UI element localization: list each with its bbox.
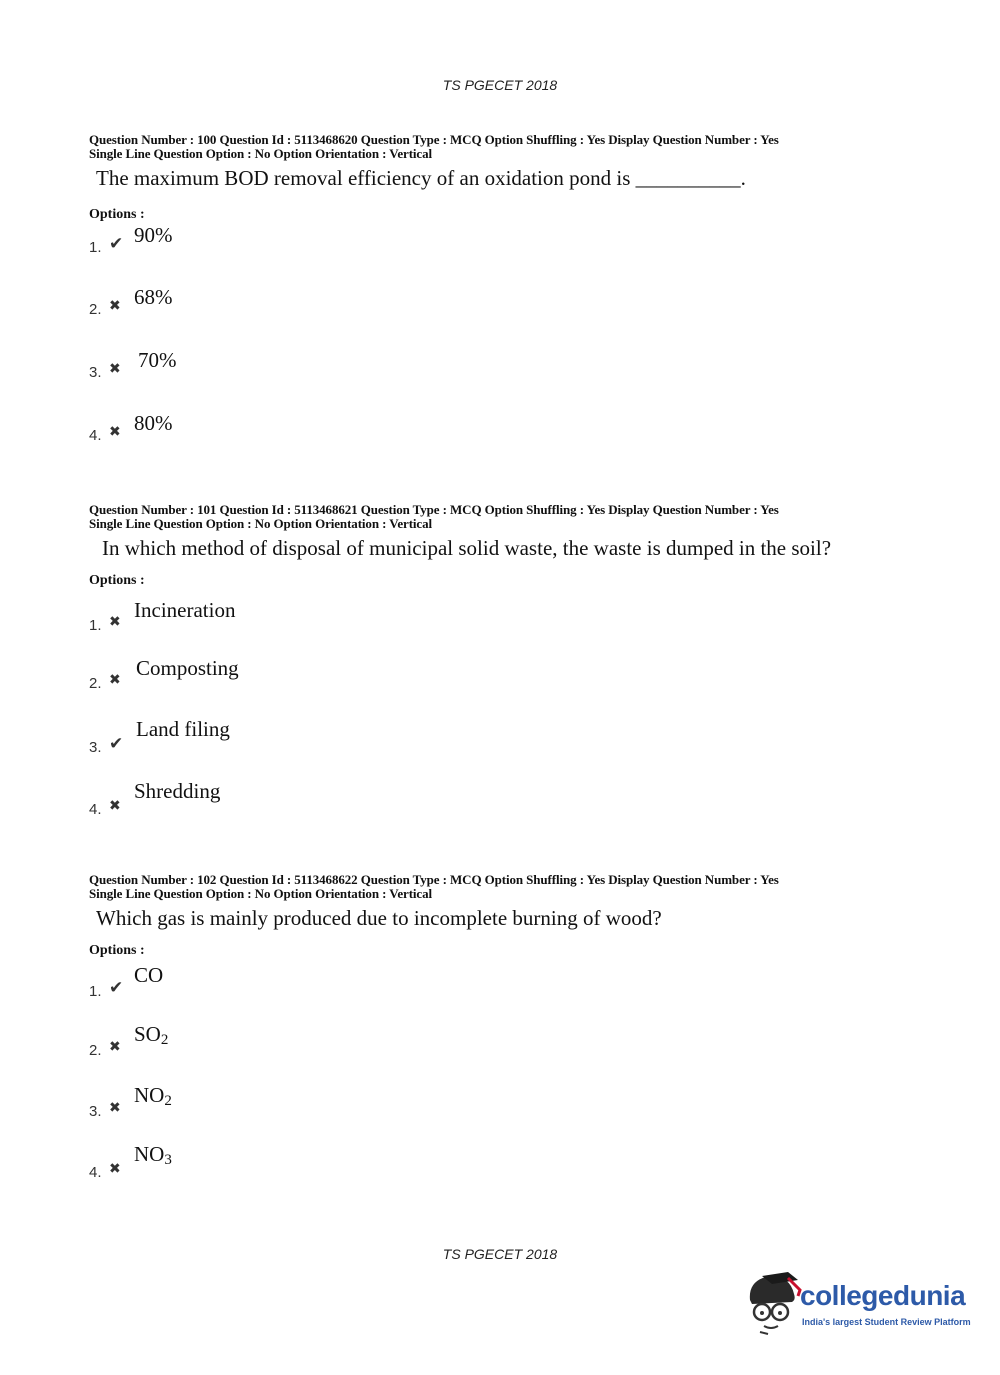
option-value [134,1022,168,1049]
option-value-text: NO [134,1142,165,1166]
question-block [89,132,909,444]
page-header: TS PGECET 2018 [442,77,558,93]
page-footer: TS PGECET 2018 [442,1246,558,1262]
option-value: 70% [138,348,177,372]
option-value: Incineration [134,598,236,622]
option-number: 3. [89,364,102,381]
option-value: 68% [134,285,173,309]
question-meta-line2: Single Line Question Option : No Option Orientation : Vertical [89,516,433,531]
option-number: 3. [89,1103,102,1120]
options-label: Options : [89,943,145,958]
question-meta-line1: Question Number : 101 Question Id : 5113468621 Question Type : MCQ Option Shuffling : Yes Display Question Number : Yes [89,502,779,517]
question-text: In which method of disposal of municipal solid waste, the waste is dumped in the soil? [102,536,832,560]
option-number: 3. [89,739,102,756]
option-value: Composting [136,656,239,680]
option-number: 4. [89,801,102,818]
option-number: 2. [89,675,102,692]
option-value [134,1142,172,1169]
option-value: 80% [134,411,173,435]
option-number: 2. [89,1042,102,1059]
wrong-cross-icon: ✖ [109,299,121,314]
question-meta-line1: Question Number : 102 Question Id : 5113468622 Question Type : MCQ Option Shuffling : Yes Display Question Number : Yes [89,872,779,887]
option-value-subscript: 2 [164,1093,172,1109]
question-meta [89,503,909,531]
option-value-subscript: 2 [160,1032,169,1048]
correct-check-icon: ✔ [109,734,124,753]
options-label: Options : [89,573,145,588]
option-value [134,1083,172,1110]
option-value-text: SO [134,1022,161,1046]
question-meta-line2: Single Line Question Option : No Option Orientation : Vertical [89,886,433,901]
option-number: 2. [89,301,102,318]
option-value-text: NO [134,1083,165,1107]
correct-check-icon: ✔ [109,234,124,253]
wrong-cross-icon: ✖ [109,673,121,688]
option-number: 1. [89,617,102,634]
question-meta-line1: Question Number : 100 Question Id : 5113468620 Question Type : MCQ Option Shuffling : Yes Display Question Number : Yes [89,132,779,147]
option-value-subscript: 3 [164,1152,172,1168]
option-number: 4. [89,1164,102,1181]
option-number: 1. [89,239,102,256]
wrong-cross-icon: ✖ [109,615,121,630]
correct-check-icon: ✔ [109,978,124,997]
question-meta [89,133,909,161]
option-value: Land filing [136,717,230,741]
wrong-cross-icon: ✖ [109,1162,121,1177]
question-text: The maximum BOD removal efficiency of an oxidation pond is __________. [96,166,746,190]
option-value: Shredding [134,779,221,803]
question-meta-line2: Single Line Question Option : No Option Orientation : Vertical [89,146,433,161]
wrong-cross-icon: ✖ [109,425,121,440]
question-block [89,872,909,1181]
wrong-cross-icon: ✖ [109,1101,121,1116]
question-block [89,502,909,818]
mascot-icon [742,1270,802,1336]
question-text: Which gas is mainly produced due to incomplete burning of wood? [96,906,662,930]
option-number: 4. [89,427,102,444]
option-number: 1. [89,983,102,1000]
options-label: Options : [89,207,145,222]
wrong-cross-icon: ✖ [109,362,121,377]
option-value: CO [134,963,164,987]
logo-tagline: India's largest Student Review Platform [802,1317,971,1327]
wrong-cross-icon: ✖ [109,1040,121,1055]
option-value: 90% [134,223,173,247]
logo-brand-text: collegedunia [800,1280,966,1311]
collegedunia-logo [742,1270,972,1340]
wrong-cross-icon: ✖ [109,799,121,814]
question-meta [89,873,909,901]
